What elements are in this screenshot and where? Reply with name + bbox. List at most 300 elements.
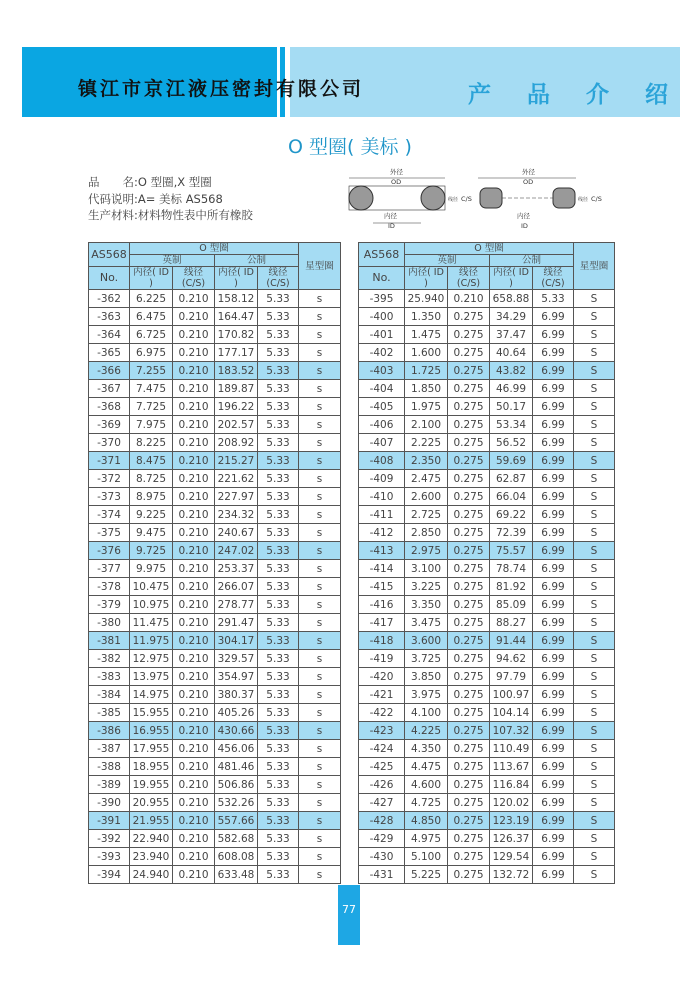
- cell-imperial-id: 19.955: [130, 776, 173, 794]
- cell-imperial-cs: 0.275: [448, 794, 490, 812]
- cell-imperial-id: 25.940: [405, 290, 448, 308]
- cell-as568-no: -424: [359, 740, 405, 758]
- oring-cross-section-diagram: [345, 168, 615, 234]
- cell-metric-cs: 5.33: [258, 668, 299, 686]
- cell-metric-id: 227.97: [215, 488, 258, 506]
- cell-star-ring: S: [574, 740, 615, 758]
- cell-metric-cs: 5.33: [258, 794, 299, 812]
- cell-as568-no: -400: [359, 308, 405, 326]
- table-row: [89, 686, 341, 704]
- cell-imperial-cs: 0.275: [448, 434, 490, 452]
- cell-star-ring: S: [574, 380, 615, 398]
- table-row: [89, 542, 341, 560]
- cell-imperial-cs: 0.210: [173, 362, 215, 380]
- cell-star-ring: s: [299, 614, 341, 632]
- cell-metric-id: 354.97: [215, 668, 258, 686]
- cell-imperial-cs: 0.275: [448, 452, 490, 470]
- header-metric: 公制: [490, 255, 574, 267]
- cell-imperial-id: 5.100: [405, 848, 448, 866]
- x-cs-cn-label: 线径: [578, 197, 589, 203]
- cell-imperial-id: 6.975: [130, 344, 173, 362]
- cell-imperial-id: 15.955: [130, 704, 173, 722]
- cell-imperial-cs: 0.275: [448, 812, 490, 830]
- cell-imperial-id: 2.600: [405, 488, 448, 506]
- cell-imperial-cs: 0.275: [448, 560, 490, 578]
- cell-as568-no: -366: [89, 362, 130, 380]
- cell-as568-no: -385: [89, 704, 130, 722]
- cell-imperial-id: 2.475: [405, 470, 448, 488]
- cell-metric-id: 56.52: [490, 434, 533, 452]
- cell-as568-no: -377: [89, 560, 130, 578]
- cell-star-ring: s: [299, 830, 341, 848]
- cell-star-ring: s: [299, 758, 341, 776]
- cell-metric-cs: 6.99: [533, 704, 574, 722]
- table-row: [89, 758, 341, 776]
- cell-metric-id: 78.74: [490, 560, 533, 578]
- cell-metric-id: 240.67: [215, 524, 258, 542]
- table-row: [89, 380, 341, 398]
- table-row: [89, 506, 341, 524]
- cell-as568-no: -412: [359, 524, 405, 542]
- cell-as568-no: -380: [89, 614, 130, 632]
- cell-metric-id: 75.57: [490, 542, 533, 560]
- cell-as568-no: -429: [359, 830, 405, 848]
- cell-star-ring: S: [574, 848, 615, 866]
- table-row: [359, 344, 615, 362]
- table-row: [89, 614, 341, 632]
- cell-imperial-cs: 0.275: [448, 614, 490, 632]
- cell-star-ring: S: [574, 452, 615, 470]
- table-row: [359, 650, 615, 668]
- cell-star-ring: S: [574, 632, 615, 650]
- cell-imperial-id: 18.955: [130, 758, 173, 776]
- table-row: [89, 596, 341, 614]
- cell-star-ring: s: [299, 776, 341, 794]
- header-as568: AS568: [359, 243, 405, 267]
- cell-as568-no: -421: [359, 686, 405, 704]
- cell-imperial-cs: 0.275: [448, 632, 490, 650]
- cell-metric-id: 247.02: [215, 542, 258, 560]
- cell-imperial-id: 7.475: [130, 380, 173, 398]
- cell-imperial-id: 9.975: [130, 560, 173, 578]
- cell-metric-cs: 6.99: [533, 848, 574, 866]
- cell-star-ring: s: [299, 308, 341, 326]
- cell-imperial-cs: 0.275: [448, 776, 490, 794]
- cell-imperial-cs: 0.275: [448, 488, 490, 506]
- cell-star-ring: S: [574, 794, 615, 812]
- cell-imperial-id: 1.975: [405, 398, 448, 416]
- cell-metric-cs: 6.99: [533, 614, 574, 632]
- cell-star-ring: s: [299, 740, 341, 758]
- cell-star-ring: s: [299, 596, 341, 614]
- cell-imperial-id: 5.225: [405, 866, 448, 884]
- cell-metric-id: 278.77: [215, 596, 258, 614]
- cell-as568-no: -384: [89, 686, 130, 704]
- cell-as568-no: -386: [89, 722, 130, 740]
- table-row: [89, 326, 341, 344]
- cell-imperial-id: 4.225: [405, 722, 448, 740]
- cell-as568-no: -401: [359, 326, 405, 344]
- cell-star-ring: s: [299, 866, 341, 884]
- cell-as568-no: -392: [89, 830, 130, 848]
- cell-metric-id: 116.84: [490, 776, 533, 794]
- cell-metric-id: 110.49: [490, 740, 533, 758]
- cell-metric-id: 91.44: [490, 632, 533, 650]
- cell-star-ring: s: [299, 380, 341, 398]
- cell-imperial-cs: 0.275: [448, 326, 490, 344]
- cell-metric-cs: 6.99: [533, 380, 574, 398]
- cell-star-ring: S: [574, 686, 615, 704]
- cell-imperial-cs: 0.210: [173, 506, 215, 524]
- cell-imperial-id: 7.725: [130, 398, 173, 416]
- cell-metric-id: 85.09: [490, 596, 533, 614]
- cell-star-ring: S: [574, 830, 615, 848]
- cell-as568-no: -376: [89, 542, 130, 560]
- header-id: 内径( ID ): [215, 267, 258, 290]
- cell-metric-id: 183.52: [215, 362, 258, 380]
- cell-star-ring: s: [299, 542, 341, 560]
- header-oring: O 型圈: [130, 243, 299, 255]
- cell-imperial-cs: 0.275: [448, 848, 490, 866]
- cell-imperial-id: 3.600: [405, 632, 448, 650]
- cell-metric-id: 62.87: [490, 470, 533, 488]
- cell-metric-cs: 5.33: [258, 308, 299, 326]
- header-cs: 线径(C/S): [533, 267, 574, 290]
- cell-as568-no: -417: [359, 614, 405, 632]
- cell-metric-id: 557.66: [215, 812, 258, 830]
- cell-imperial-id: 10.975: [130, 596, 173, 614]
- cell-imperial-cs: 0.210: [173, 290, 215, 308]
- cell-star-ring: s: [299, 704, 341, 722]
- cell-as568-no: -431: [359, 866, 405, 884]
- cell-imperial-id: 20.955: [130, 794, 173, 812]
- cell-metric-id: 221.62: [215, 470, 258, 488]
- cell-metric-cs: 6.99: [533, 308, 574, 326]
- cell-as568-no: -408: [359, 452, 405, 470]
- cell-as568-no: -374: [89, 506, 130, 524]
- cell-star-ring: S: [574, 470, 615, 488]
- cell-star-ring: S: [574, 488, 615, 506]
- cell-metric-id: 196.22: [215, 398, 258, 416]
- cell-as568-no: -403: [359, 362, 405, 380]
- cell-as568-no: -370: [89, 434, 130, 452]
- table-row: [359, 290, 615, 308]
- cell-imperial-id: 3.350: [405, 596, 448, 614]
- cell-star-ring: s: [299, 578, 341, 596]
- cell-metric-id: 208.92: [215, 434, 258, 452]
- cell-imperial-cs: 0.275: [448, 722, 490, 740]
- cell-metric-cs: 5.33: [258, 398, 299, 416]
- cell-as568-no: -413: [359, 542, 405, 560]
- cell-as568-no: -382: [89, 650, 130, 668]
- cell-imperial-cs: 0.210: [173, 866, 215, 884]
- table-row: [359, 668, 615, 686]
- cell-metric-cs: 6.99: [533, 596, 574, 614]
- cell-as568-no: -383: [89, 668, 130, 686]
- cell-metric-cs: 6.99: [533, 470, 574, 488]
- cell-star-ring: s: [299, 506, 341, 524]
- cell-metric-cs: 6.99: [533, 776, 574, 794]
- table-row: [89, 704, 341, 722]
- cell-metric-cs: 6.99: [533, 650, 574, 668]
- cell-imperial-cs: 0.210: [173, 650, 215, 668]
- header-cs: 线径(C/S): [258, 267, 299, 290]
- cell-imperial-cs: 0.210: [173, 794, 215, 812]
- cell-imperial-id: 6.475: [130, 308, 173, 326]
- cell-metric-id: 43.82: [490, 362, 533, 380]
- info-line-name: 品 名:O 型圈,X 型圈: [88, 175, 212, 189]
- table-row: [89, 560, 341, 578]
- cell-imperial-id: 8.975: [130, 488, 173, 506]
- cell-metric-id: 253.37: [215, 560, 258, 578]
- cell-metric-cs: 6.99: [533, 434, 574, 452]
- cell-metric-id: 291.47: [215, 614, 258, 632]
- cell-imperial-cs: 0.275: [448, 704, 490, 722]
- cell-imperial-id: 7.975: [130, 416, 173, 434]
- cell-metric-cs: 5.33: [258, 830, 299, 848]
- cell-metric-id: 81.92: [490, 578, 533, 596]
- cell-as568-no: -368: [89, 398, 130, 416]
- table-row: [89, 308, 341, 326]
- cell-metric-id: 69.22: [490, 506, 533, 524]
- table-row: [359, 614, 615, 632]
- cell-star-ring: S: [574, 614, 615, 632]
- cell-metric-cs: 5.33: [258, 560, 299, 578]
- cell-imperial-cs: 0.275: [448, 668, 490, 686]
- cell-metric-id: 633.48: [215, 866, 258, 884]
- cell-metric-id: 50.17: [490, 398, 533, 416]
- table-row: [89, 740, 341, 758]
- cell-metric-cs: 5.33: [258, 326, 299, 344]
- cell-imperial-id: 4.475: [405, 758, 448, 776]
- header-imperial: 英制: [405, 255, 490, 267]
- cell-metric-id: 123.19: [490, 812, 533, 830]
- table-row: [359, 524, 615, 542]
- cell-metric-id: 34.29: [490, 308, 533, 326]
- cell-imperial-cs: 0.210: [173, 488, 215, 506]
- cell-metric-cs: 5.33: [258, 380, 299, 398]
- table-row: [89, 470, 341, 488]
- cell-imperial-cs: 0.275: [448, 524, 490, 542]
- cell-star-ring: s: [299, 290, 341, 308]
- cell-metric-cs: 5.33: [258, 596, 299, 614]
- header-id: 内径( ID ): [405, 267, 448, 290]
- table-row: [359, 812, 615, 830]
- cell-imperial-cs: 0.210: [173, 416, 215, 434]
- cell-metric-cs: 5.33: [258, 776, 299, 794]
- cell-imperial-id: 3.475: [405, 614, 448, 632]
- cell-metric-id: 40.64: [490, 344, 533, 362]
- table-row: [89, 416, 341, 434]
- table-row: [89, 362, 341, 380]
- cell-as568-no: -367: [89, 380, 130, 398]
- cell-metric-id: 126.37: [490, 830, 533, 848]
- cell-as568-no: -393: [89, 848, 130, 866]
- cell-metric-id: 304.17: [215, 632, 258, 650]
- x-od-label: OD: [523, 178, 534, 186]
- cell-imperial-id: 9.725: [130, 542, 173, 560]
- id-label: ID: [388, 222, 395, 230]
- cell-imperial-id: 13.975: [130, 668, 173, 686]
- cell-star-ring: S: [574, 416, 615, 434]
- x-id-label: ID: [521, 222, 528, 230]
- cell-metric-cs: 5.33: [258, 470, 299, 488]
- cell-imperial-id: 1.850: [405, 380, 448, 398]
- cell-metric-id: 481.46: [215, 758, 258, 776]
- info-line-material: 生产材料:材料物性表中所有橡胶: [88, 208, 253, 222]
- cell-metric-cs: 5.33: [258, 722, 299, 740]
- cell-metric-cs: 6.99: [533, 830, 574, 848]
- cell-metric-id: 46.99: [490, 380, 533, 398]
- cs-cn-label: 线径: [448, 197, 459, 203]
- cell-as568-no: -406: [359, 416, 405, 434]
- cell-imperial-cs: 0.210: [173, 308, 215, 326]
- cell-star-ring: S: [574, 506, 615, 524]
- table-row: [359, 542, 615, 560]
- cell-star-ring: S: [574, 290, 615, 308]
- cell-metric-cs: 6.99: [533, 632, 574, 650]
- cell-metric-id: 456.06: [215, 740, 258, 758]
- cell-metric-cs: 5.33: [258, 740, 299, 758]
- cell-as568-no: -405: [359, 398, 405, 416]
- cell-star-ring: s: [299, 794, 341, 812]
- table-row: [359, 686, 615, 704]
- table-row: [359, 506, 615, 524]
- cell-star-ring: s: [299, 452, 341, 470]
- cell-imperial-id: 24.940: [130, 866, 173, 884]
- cell-imperial-id: 2.225: [405, 434, 448, 452]
- cell-metric-id: 37.47: [490, 326, 533, 344]
- cell-as568-no: -423: [359, 722, 405, 740]
- cell-star-ring: S: [574, 560, 615, 578]
- cell-imperial-id: 8.225: [130, 434, 173, 452]
- cell-star-ring: S: [574, 776, 615, 794]
- cell-imperial-cs: 0.275: [448, 380, 490, 398]
- table-row: [359, 596, 615, 614]
- cell-imperial-cs: 0.210: [173, 632, 215, 650]
- cell-as568-no: -428: [359, 812, 405, 830]
- cell-imperial-id: 14.975: [130, 686, 173, 704]
- cell-as568-no: -369: [89, 416, 130, 434]
- cell-star-ring: S: [574, 308, 615, 326]
- cs-label: C/S: [461, 195, 472, 203]
- table-row: [359, 704, 615, 722]
- cell-as568-no: -410: [359, 488, 405, 506]
- cell-imperial-cs: 0.210: [173, 722, 215, 740]
- table-row: [89, 848, 341, 866]
- cell-metric-cs: 5.33: [258, 866, 299, 884]
- info-line-code: 代码说明:A= 美标 AS568: [88, 191, 223, 206]
- cell-metric-id: 129.54: [490, 848, 533, 866]
- header-star: 星型圈: [299, 243, 341, 290]
- cell-star-ring: s: [299, 686, 341, 704]
- cell-metric-cs: 6.99: [533, 758, 574, 776]
- cell-star-ring: s: [299, 650, 341, 668]
- cell-metric-cs: 5.33: [258, 452, 299, 470]
- cell-metric-cs: 6.99: [533, 542, 574, 560]
- header-cs: 线径(C/S): [173, 267, 215, 290]
- cell-as568-no: -407: [359, 434, 405, 452]
- cell-imperial-cs: 0.275: [448, 542, 490, 560]
- cell-metric-cs: 5.33: [258, 812, 299, 830]
- cell-as568-no: -427: [359, 794, 405, 812]
- cell-imperial-id: 17.955: [130, 740, 173, 758]
- cell-imperial-cs: 0.210: [173, 830, 215, 848]
- cell-metric-cs: 6.99: [533, 344, 574, 362]
- cell-as568-no: -387: [89, 740, 130, 758]
- cell-metric-id: 170.82: [215, 326, 258, 344]
- cell-imperial-cs: 0.210: [173, 704, 215, 722]
- cell-metric-id: 658.88: [490, 290, 533, 308]
- od-label: OD: [391, 178, 402, 186]
- header-metric: 公制: [215, 255, 299, 267]
- cell-star-ring: S: [574, 578, 615, 596]
- cell-imperial-id: 8.475: [130, 452, 173, 470]
- cell-metric-id: 532.26: [215, 794, 258, 812]
- table-row: [89, 668, 341, 686]
- cell-star-ring: s: [299, 362, 341, 380]
- cell-metric-cs: 5.33: [258, 686, 299, 704]
- cell-metric-id: 53.34: [490, 416, 533, 434]
- cell-star-ring: s: [299, 524, 341, 542]
- cell-imperial-id: 1.725: [405, 362, 448, 380]
- cell-star-ring: s: [299, 812, 341, 830]
- cell-imperial-id: 9.475: [130, 524, 173, 542]
- cell-as568-no: -389: [89, 776, 130, 794]
- cell-imperial-cs: 0.210: [173, 740, 215, 758]
- cell-imperial-id: 1.600: [405, 344, 448, 362]
- cell-metric-id: 177.17: [215, 344, 258, 362]
- cell-star-ring: s: [299, 560, 341, 578]
- cell-star-ring: S: [574, 722, 615, 740]
- cell-star-ring: S: [574, 434, 615, 452]
- cell-imperial-cs: 0.210: [173, 812, 215, 830]
- cell-imperial-cs: 0.275: [448, 830, 490, 848]
- header-imperial: 英制: [130, 255, 215, 267]
- cell-metric-id: 66.04: [490, 488, 533, 506]
- table-row: [359, 452, 615, 470]
- cell-imperial-cs: 0.210: [173, 776, 215, 794]
- table-row: [359, 578, 615, 596]
- cell-imperial-cs: 0.275: [448, 578, 490, 596]
- cell-metric-id: 329.57: [215, 650, 258, 668]
- table-row: [359, 722, 615, 740]
- page-title: O 型圈( 美标 ): [288, 136, 412, 158]
- cell-imperial-cs: 0.210: [173, 398, 215, 416]
- cell-imperial-id: 2.975: [405, 542, 448, 560]
- header-id: 内径( ID ): [130, 267, 173, 290]
- cell-imperial-cs: 0.210: [173, 758, 215, 776]
- table-row: [359, 632, 615, 650]
- table-row: [89, 452, 341, 470]
- cell-as568-no: -364: [89, 326, 130, 344]
- cell-imperial-cs: 0.275: [448, 506, 490, 524]
- table-row: [359, 866, 615, 884]
- cell-as568-no: -422: [359, 704, 405, 722]
- table-row: [359, 830, 615, 848]
- table-row: [89, 866, 341, 884]
- cell-as568-no: -404: [359, 380, 405, 398]
- cell-star-ring: S: [574, 326, 615, 344]
- cell-imperial-id: 9.225: [130, 506, 173, 524]
- page-number: 77: [338, 885, 360, 945]
- cell-metric-cs: 6.99: [533, 578, 574, 596]
- cell-imperial-cs: 0.210: [173, 524, 215, 542]
- cell-metric-cs: 6.99: [533, 506, 574, 524]
- cell-metric-cs: 6.99: [533, 866, 574, 884]
- table-row: [89, 524, 341, 542]
- cell-metric-id: 380.37: [215, 686, 258, 704]
